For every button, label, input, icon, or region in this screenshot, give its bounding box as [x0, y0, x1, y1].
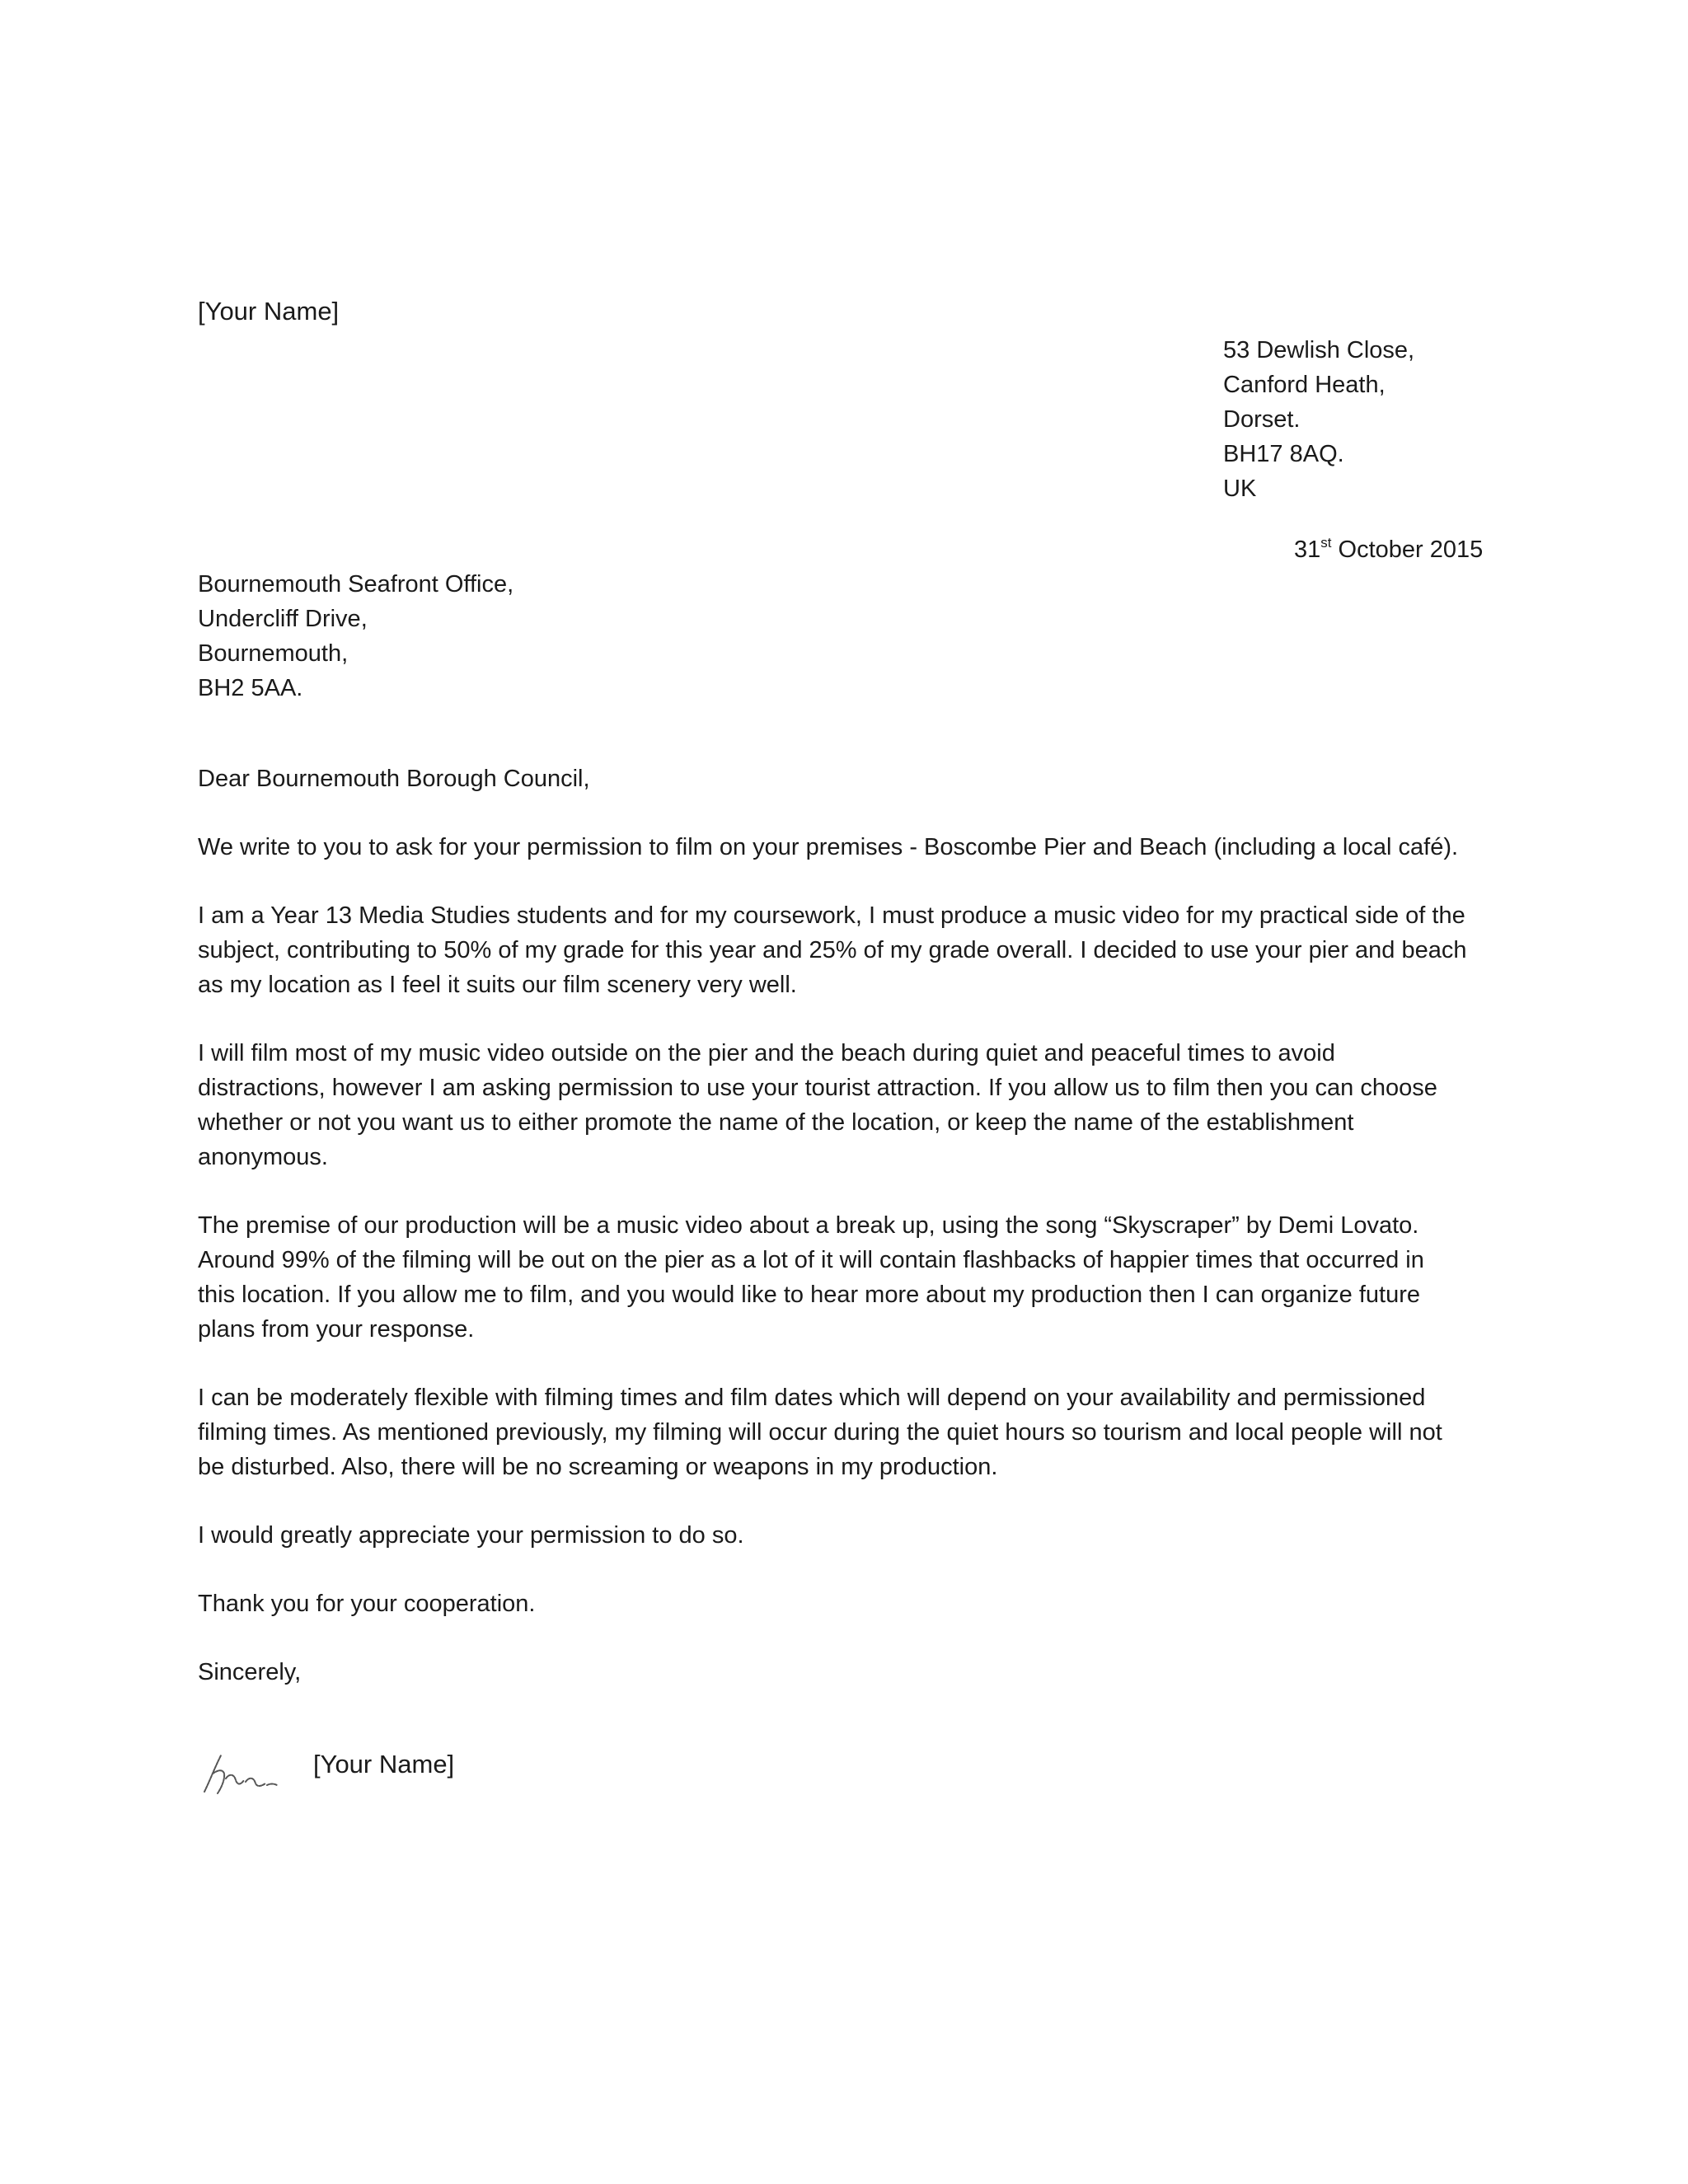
- address-line: Undercliff Drive,: [198, 606, 368, 632]
- text-line: distractions, however I am asking permission to use your tourist attraction. If you allow us to film then you can choose: [198, 1075, 1437, 1101]
- text-line: I am a Year 13 Media Studies students and for my coursework, I must produce a music video for my practical side of the: [198, 902, 1465, 929]
- address-line: BH2 5AA.: [198, 675, 303, 701]
- address-line: Bournemouth Seafront Office,: [198, 571, 514, 598]
- text-line: this location. If you allow me to film, and you would like to hear more about my production then I can organize future: [198, 1282, 1421, 1308]
- paragraph: [198, 830, 1484, 865]
- letter-date: [1294, 532, 1483, 567]
- recipient-address: [198, 567, 513, 705]
- address-line: 53 Dewlish Close,: [1223, 337, 1415, 363]
- sender-address: [1223, 333, 1414, 506]
- paragraph: [198, 1518, 1484, 1553]
- sign-off: [198, 1655, 1484, 1690]
- date-suffix: st: [1320, 535, 1332, 551]
- text-line: I would greatly appreciate your permission to do so.: [198, 1522, 744, 1549]
- paragraph: [198, 1586, 1484, 1621]
- text-line: Dear Bournemouth Borough Council,: [198, 766, 590, 792]
- text-line: Thank you for your cooperation.: [198, 1591, 536, 1617]
- text-line: Around 99% of the filming will be out on the pier as a lot of it will contain flashbacks of happier times that occurred in: [198, 1247, 1424, 1273]
- address-line: Dorset.: [1223, 406, 1301, 433]
- salutation: [198, 762, 1484, 796]
- paragraph: [198, 1380, 1484, 1484]
- text-line: as my location as I feel it suits our film scenery very well.: [198, 972, 797, 998]
- text-line: be disturbed. Also, there will be no screaming or weapons in my production.: [198, 1454, 998, 1480]
- text-line: I can be moderately flexible with filming times and film dates which will depend on your availability and permissioned: [198, 1385, 1426, 1411]
- text-line: The premise of our production will be a music video about a break up, using the song “Skyscraper” by Demi Lovato.: [198, 1212, 1419, 1239]
- text-line: plans from your response.: [198, 1316, 475, 1343]
- date-rest: October 2015: [1331, 537, 1484, 563]
- text-line: filming times. As mentioned previously, my filming will occur during the quiet hours so tourism and local people will not: [198, 1419, 1442, 1446]
- text-line: whether or not you want us to either promote the name of the location, or keep the name of the establishment: [198, 1109, 1354, 1136]
- address-line: UK: [1223, 476, 1257, 502]
- signature-image: [198, 1746, 280, 1797]
- text-line: We write to you to ask for your permission to film on your premises - Boscombe Pier and Beach (including a local café).: [198, 834, 1459, 860]
- text-line: I will film most of my music video outside on the pier and the beach during quiet and peaceful times to avoid: [198, 1040, 1335, 1066]
- closing-name: [Your Name]: [313, 1750, 455, 1779]
- text-line: subject, contributing to 50% of my grade for this year and 25% of my grade overall. I decided to use your pier and beach: [198, 937, 1467, 963]
- text-line: anonymous.: [198, 1144, 328, 1170]
- paragraph: [198, 1208, 1484, 1347]
- address-line: Canford Heath,: [1223, 372, 1386, 398]
- sender-name: [Your Name]: [198, 297, 340, 326]
- date-day: 31: [1294, 537, 1321, 563]
- paragraph: [198, 898, 1484, 1002]
- address-line: BH17 8AQ.: [1223, 441, 1344, 467]
- letter-body: [198, 762, 1484, 1723]
- address-line: Bournemouth,: [198, 640, 349, 667]
- text-line: Sincerely,: [198, 1659, 302, 1685]
- paragraph: [198, 1036, 1484, 1174]
